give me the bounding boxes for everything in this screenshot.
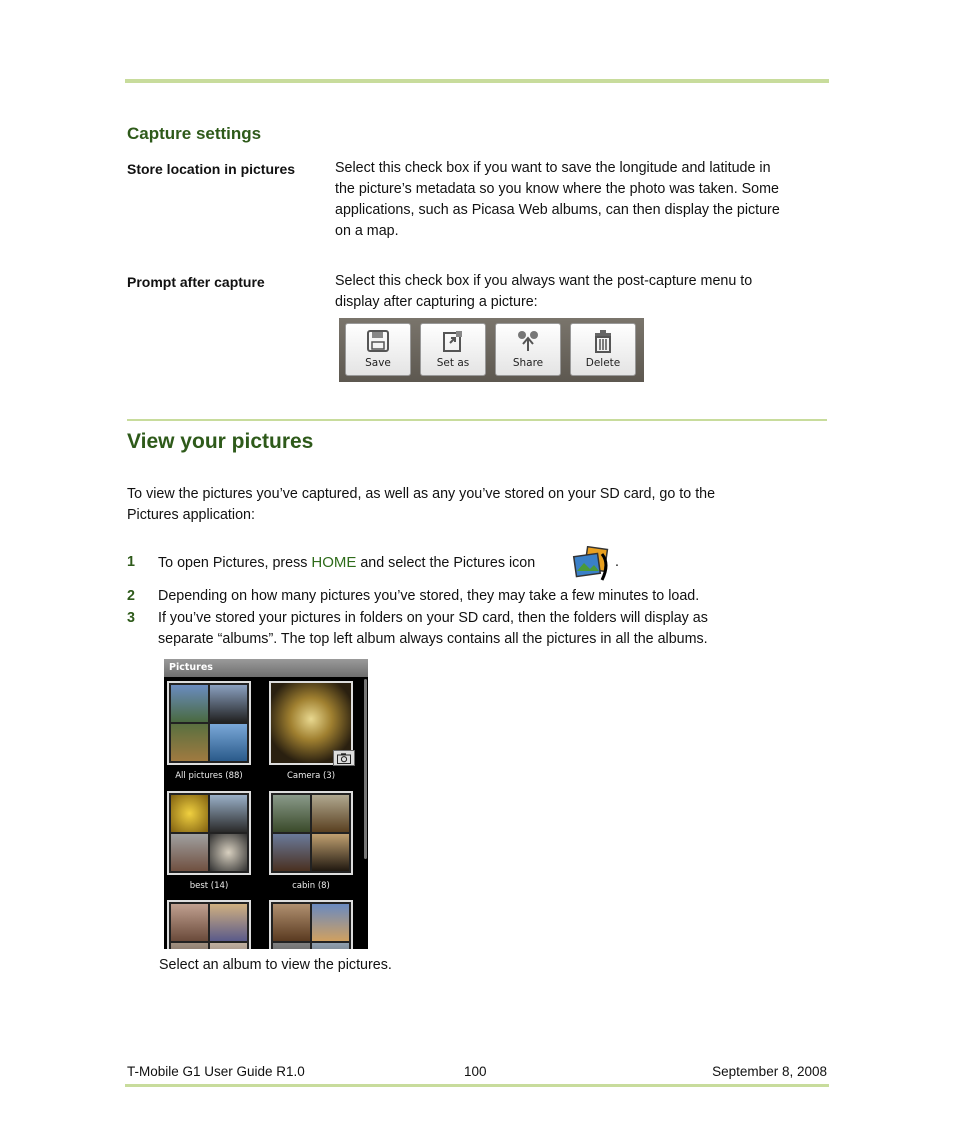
album-thumbnail	[269, 791, 353, 875]
save-icon	[365, 329, 391, 353]
set-as-label: Set as	[436, 357, 470, 369]
step-text: Depending on how many pictures you’ve stored, they may take a few minutes to load.	[158, 588, 700, 604]
album-caption: Select an album to view the pictures.	[159, 957, 392, 973]
album-cabin[interactable]	[269, 791, 353, 891]
save-button[interactable]	[345, 323, 411, 376]
setting-term-prompt-after-capture: Prompt after capture	[127, 274, 265, 290]
step-text: To open Pictures, press HOME and select the Pictures icon	[158, 554, 536, 571]
view-pictures-heading: View your pictures	[127, 430, 314, 453]
delete-label: Delete	[585, 357, 621, 369]
pictures-app-screenshot	[164, 659, 368, 949]
app-title-bar: Pictures	[164, 659, 368, 677]
album-label: cabin (8)	[292, 881, 330, 891]
step-3	[127, 608, 817, 650]
album-label: All pictures (88)	[175, 771, 243, 781]
footer-date: September 8, 2008	[712, 1064, 827, 1079]
step-text: If you’ve stored your pictures in folders on your SD card, then the folders will display as separate “albums”. The top left album always contains all the pictures in all the albums.	[158, 610, 708, 647]
footer-page-number: 100	[464, 1064, 487, 1079]
setting-desc-store-location: Select this check box if you want to save the longitude and latitude in the picture’s metadata so you know where the photo was taken. Some applications, such as Picasa Web albums, can then display the picture on a map.	[335, 160, 780, 239]
section-divider	[127, 419, 827, 421]
step-number: 1	[127, 554, 135, 570]
delete-icon	[590, 329, 616, 353]
save-label: Save	[365, 357, 391, 369]
intro-paragraph: To view the pictures you’ve captured, as well as any you’ve stored on your SD card, go to the Pictures application:	[127, 486, 716, 523]
album-partial-2[interactable]	[269, 900, 353, 949]
album-partial-1[interactable]	[167, 900, 251, 949]
album-thumbnail	[167, 900, 251, 949]
step-number: 3	[127, 610, 135, 626]
album-label: Camera (3)	[286, 771, 336, 781]
capture-settings-heading: Capture settings	[127, 124, 262, 143]
step-number: 2	[127, 588, 135, 604]
scrollbar[interactable]	[364, 679, 367, 859]
album-label: best (14)	[189, 881, 229, 891]
step-1-period: .	[615, 554, 619, 570]
home-key: HOME	[311, 554, 357, 571]
set-as-button[interactable]	[420, 323, 486, 376]
share-label: Share	[512, 357, 544, 369]
setting-term-store-location: Store location in pictures	[127, 161, 296, 177]
top-rule	[125, 79, 829, 83]
album-thumbnail	[269, 900, 353, 949]
pictures-app-icon	[572, 546, 612, 582]
camera-icon	[333, 750, 355, 766]
album-thumbnail	[167, 681, 251, 765]
album-thumbnail	[167, 791, 251, 875]
footer-doc-title: T-Mobile G1 User Guide R1.0	[127, 1064, 305, 1079]
bottom-rule	[125, 1084, 829, 1087]
album-all-pictures[interactable]	[167, 681, 251, 781]
album-best[interactable]	[167, 791, 251, 891]
album-camera[interactable]	[269, 681, 353, 781]
share-icon	[515, 329, 541, 353]
set-as-icon	[440, 329, 466, 353]
setting-desc-prompt-after-capture: Select this check box if you always want the post-capture menu to display after capturing a picture:	[335, 273, 753, 310]
post-capture-menu	[339, 318, 644, 382]
delete-button[interactable]	[570, 323, 636, 376]
share-button[interactable]	[495, 323, 561, 376]
